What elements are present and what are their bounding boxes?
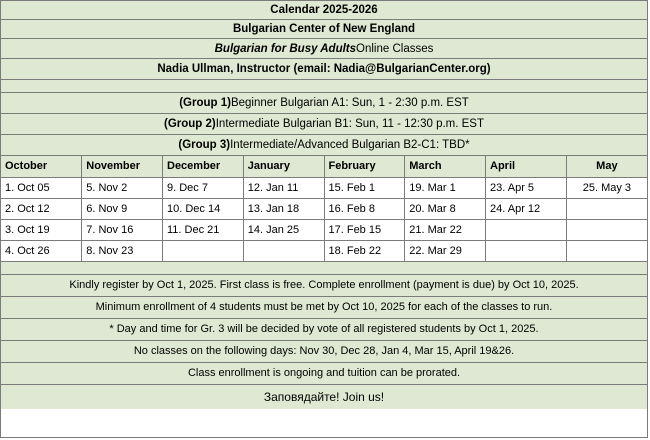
cell-feb-4: 18. Feb 22	[324, 240, 405, 261]
cell-may-3	[566, 219, 647, 240]
column-header-december: December	[163, 156, 244, 177]
group-3-text: Intermediate/Advanced Bulgarian B2-C1: TBD*	[230, 139, 470, 151]
column-header-october: October	[1, 156, 82, 177]
cell-apr-1: 23. Apr 5	[486, 177, 567, 198]
cell-apr-3	[486, 219, 567, 240]
group-row-1	[1, 93, 647, 114]
cell-nov-3: 7. Nov 16	[82, 219, 163, 240]
cell-apr-2: 24. Apr 12	[486, 198, 567, 219]
course-title-emphasis: Bulgarian for Busy Adults	[214, 42, 357, 55]
table-header-row	[1, 156, 647, 177]
column-header-may: May	[566, 156, 647, 177]
cell-may-2	[566, 198, 647, 219]
cell-jan-3: 14. Jan 25	[243, 219, 324, 240]
group-row-3	[1, 135, 647, 156]
cell-may-1: 25. May 3	[566, 177, 647, 198]
cell-mar-1: 19. Mar 1	[405, 177, 486, 198]
note-ongoing-enrollment: Class enrollment is ongoing and tuition can be prorated.	[1, 363, 647, 385]
course-title	[1, 39, 647, 59]
group-row-2	[1, 114, 647, 135]
cell-dec-4	[163, 240, 244, 261]
table-row	[1, 240, 647, 261]
notes-section	[1, 275, 647, 409]
cell-nov-1: 5. Nov 2	[82, 177, 163, 198]
organization-name: Bulgarian Center of New England	[1, 20, 647, 39]
cell-nov-2: 6. Nov 9	[82, 198, 163, 219]
closing-invitation: Заповядайте! Join us!	[1, 385, 647, 409]
cell-jan-2: 13. Jan 18	[243, 198, 324, 219]
table-row	[1, 177, 647, 198]
cell-jan-4	[243, 240, 324, 261]
group-2-text: Intermediate Bulgarian B1: Sun, 11 - 12:30 p.m. EST	[215, 118, 485, 130]
class-dates-table	[1, 156, 647, 262]
note-registration: Kindly register by Oct 1, 2025. First class is free. Complete enrollment (payment is due) by Oct 10, 2025.	[1, 275, 647, 297]
column-header-november: November	[82, 156, 163, 177]
cell-oct-3: 3. Oct 19	[1, 219, 82, 240]
note-minimum-enrollment: Minimum enrollment of 4 students must be met by Oct 10, 2025 for each of the classes to run.	[1, 297, 647, 319]
column-header-february: February	[324, 156, 405, 177]
spacer-row-1	[1, 80, 647, 93]
group-1-label: (Group 1)	[179, 97, 231, 109]
cell-oct-1: 1. Oct 05	[1, 177, 82, 198]
cell-mar-3: 21. Mar 22	[405, 219, 486, 240]
note-no-class-days: No classes on the following days: Nov 30, Dec 28, Jan 4, Mar 15, April 19&26.	[1, 341, 647, 363]
table-row	[1, 198, 647, 219]
cell-oct-4: 4. Oct 26	[1, 240, 82, 261]
cell-mar-4: 22. Mar 29	[405, 240, 486, 261]
group-2-label: (Group 2)	[163, 118, 216, 130]
note-group3-schedule: * Day and time for Gr. 3 will be decided by vote of all registered students by Oct 1, 2025.	[1, 319, 647, 341]
cell-jan-1: 12. Jan 11	[243, 177, 324, 198]
column-header-march: March	[405, 156, 486, 177]
cell-apr-4	[486, 240, 567, 261]
group-3-label: (Group 3)	[178, 139, 231, 151]
cell-may-4	[566, 240, 647, 261]
cell-nov-4: 8. Nov 23	[82, 240, 163, 261]
table-row	[1, 219, 647, 240]
group-1-text: Beginner Bulgarian A1: Sun, 1 - 2:30 p.m. EST	[230, 97, 469, 109]
cell-feb-2: 16. Feb 8	[324, 198, 405, 219]
instructor-line: Nadia Ullman, Instructor (email: Nadia@BulgarianCenter.org)	[1, 59, 647, 80]
cell-dec-3: 11. Dec 21	[163, 219, 244, 240]
course-title-rest: Online Classes	[356, 42, 434, 55]
cell-dec-2: 10. Dec 14	[163, 198, 244, 219]
spacer-row-2	[1, 262, 647, 275]
cell-mar-2: 20. Mar 8	[405, 198, 486, 219]
document-title: Calendar 2025-2026	[1, 1, 647, 20]
cell-oct-2: 2. Oct 12	[1, 198, 82, 219]
column-header-april: April	[486, 156, 567, 177]
cell-dec-1: 9. Dec 7	[163, 177, 244, 198]
cell-feb-1: 15. Feb 1	[324, 177, 405, 198]
column-header-january: January	[243, 156, 324, 177]
cell-feb-3: 17. Feb 15	[324, 219, 405, 240]
